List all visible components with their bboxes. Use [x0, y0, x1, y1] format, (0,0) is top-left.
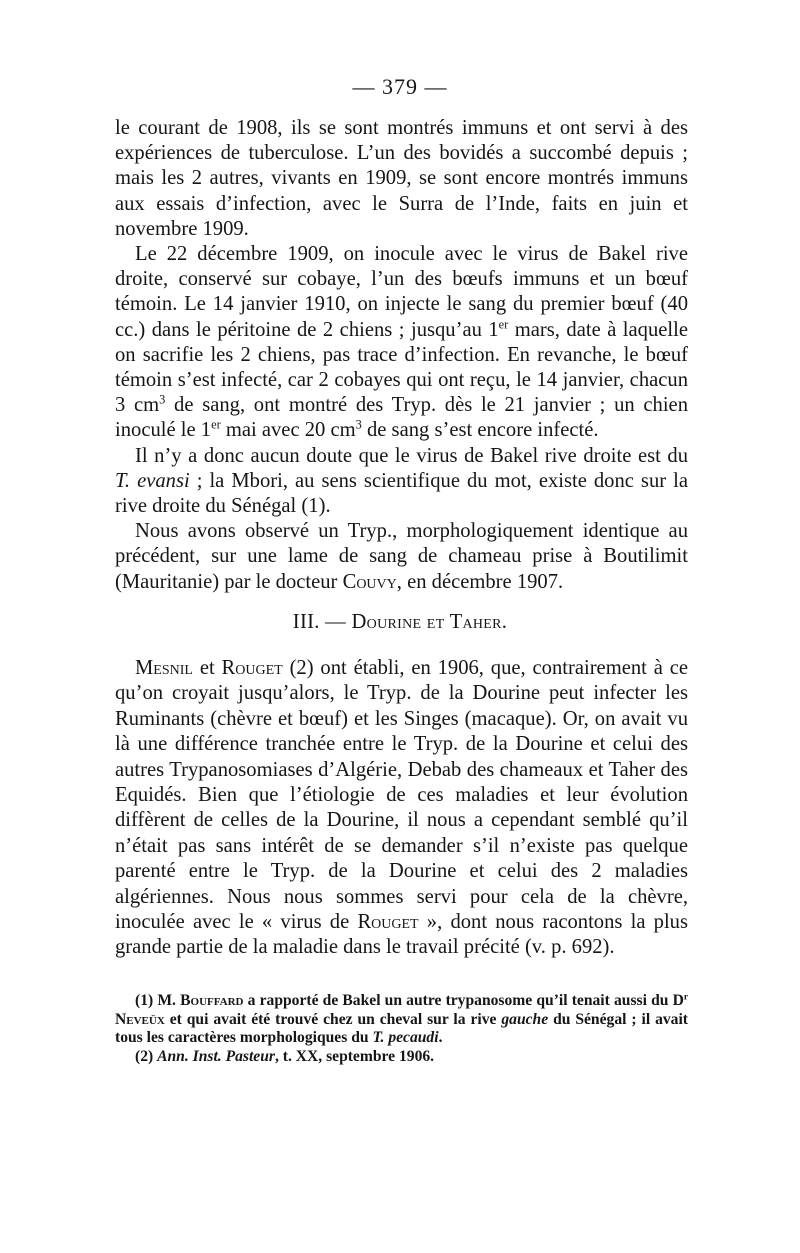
- paragraph-2: Le 22 décembre 1909, on inocule avec le virus de Bakel rive droite, conservé sur cobaye, l’un des bœufs immuns et un bœuf témoin. Le 14 janvier 1910, on injecte le sang du premier bœuf (40 cc.) dans le péritoine de 2 chiens ; jusqu’au 1er mars, date à laquelle on sacrifie les 2 chiens, pas trace d’infection. En revanche, le bœuf témoin s’est infecté, car 2 cobayes qui ont reçu, le 14 janvier, chacun 3 $cm^3$ de sang, ont montré des Tryp. dès le 21 janvier ; un chien inoculé le 1er mai avec 20 $cm^3$ de sang s’est encore infecté.: [115, 243, 688, 442]
- paragraph-5: Mesnil et Rouget (2) ont établi, en 1906, que, contrairement à ce qu’on croyait jusqu’alors, le Tryp. de la Dourine peut infecter les Ruminants (chèvre et bœuf) et les Singes (macaque). Or, on avait vu là une différence tranchée entre le Tryp. de la Dourine et celui des autres Trypanosomiases d’Algérie, Debab des chameaux et Taher des Equidés. Bien que l’étiologie de ces maladies et leur évolution diffèrent de celles de la Dourine, il nous a cependant semblé qu’il n’était pas sans intérêt de se demander s’il n’existe pas quelque parenté entre le Tryp. de la Dourine et celui des 2 maladies algériennes. Nous nous sommes servi pour cela de la chèvre, inoculée avec le « virus de Rouget », dont nous racontons la plus grande partie de la maladie dans le travail précité (v. p. 692).: [115, 657, 688, 959]
- page-number: — 379 —: [352, 74, 448, 99]
- footnote-2: (2) Ann. Inst. Pasteur, t. XX, septembre 1906.: [135, 1047, 435, 1065]
- paragraph-4: Nous avons observé un Tryp., morphologiquement identique au précédent, sur une lame de sang de chameau prise à Boutilimit (Mauritanie) par le docteur Couvy, en décembre 1907.: [115, 520, 688, 593]
- paragraph-1: le courant de 1908, ils se sont montrés immuns et ont servi à des expériences de tuberculose. L’un des bovidés a succombé depuis ; mais les 2 autres, vivants en 1909, se sont encore montrés immuns aux essais d’infection, avec le Surra de l’Inde, faits en juin et novembre 1909.: [115, 117, 688, 240]
- section-text: [115, 656, 688, 961]
- footnote-1: (1) M. Bouffard a rapporté de Bakel un autre trypanosome qu’il tenait aussi du $D^r$ Neveüx et qui avait été trouvé chez un cheval sur la rive gauche du Sénégal ; il avait tous les caractères morphologiques du T. pecaudi.: [115, 992, 688, 1047]
- author-name: Rouget: [357, 911, 419, 934]
- author-name: Rouget: [221, 657, 283, 679]
- footnotes: [115, 992, 688, 1066]
- author-name: Mesnil: [135, 657, 193, 679]
- author-name: Couvy: [342, 570, 397, 593]
- paragraph-3: Il n’y a donc aucun doute que le virus de Bakel rive droite est du T. evansi ; la Mbori, au sens scientifique du mot, existe donc sur la rive droite du Sénégal (1).: [115, 444, 688, 518]
- species-name: T. evansi: [115, 469, 190, 492]
- section-heading: III. — Dourine et Taher.: [292, 611, 508, 633]
- main-text: [115, 116, 688, 595]
